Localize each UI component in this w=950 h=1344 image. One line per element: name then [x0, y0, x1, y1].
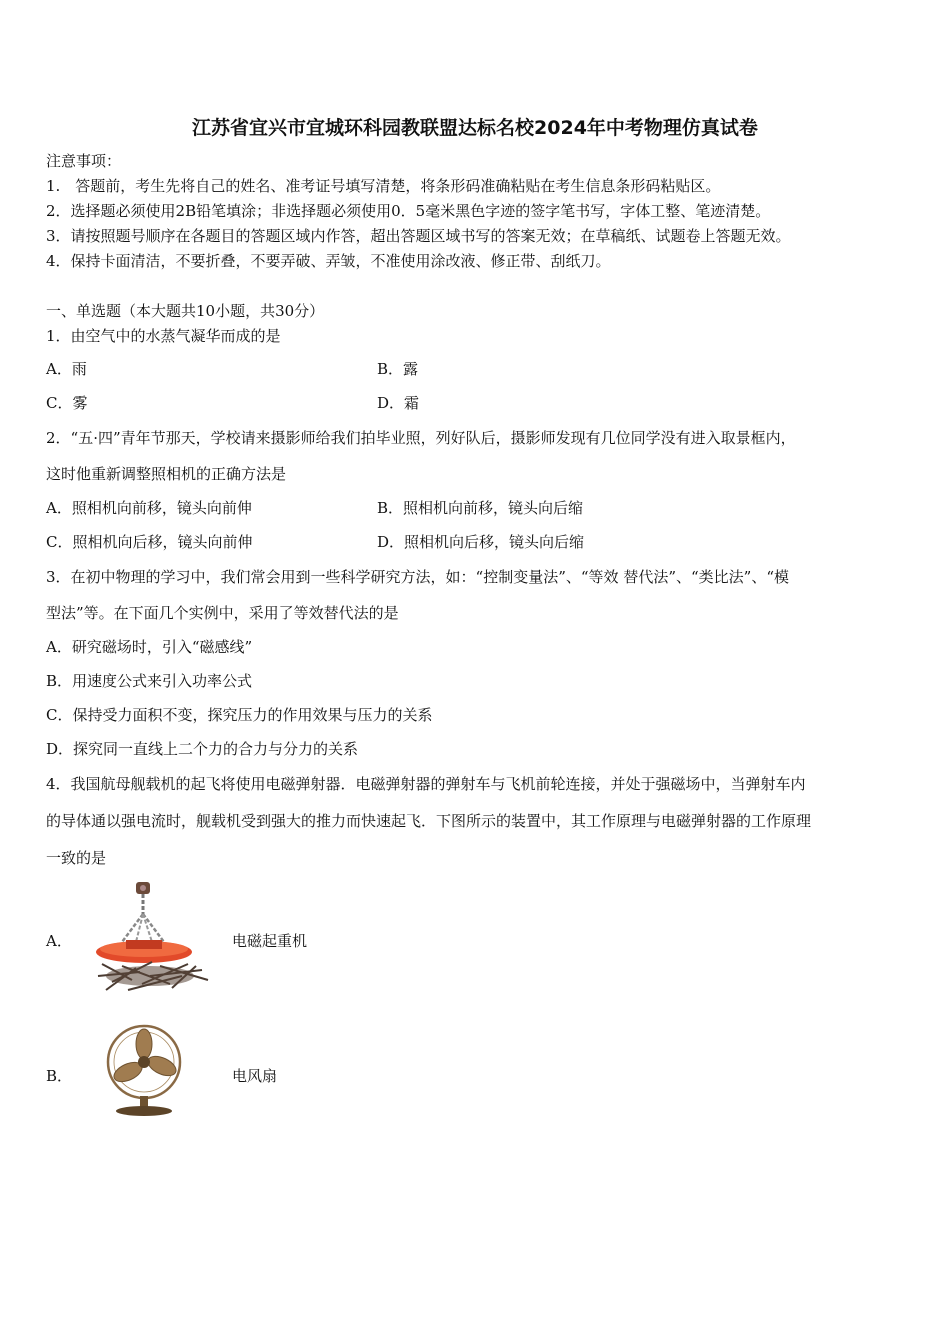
q3-option-b: B．用速度公式来引入功率公式: [46, 672, 253, 690]
q3-option-d: D．探究同一直线上二个力的合力与分力的关系: [46, 740, 359, 758]
question-4-stem-line2: 的导体通以强电流时，舰载机受到强大的推力而快速起飞．下图所示的装置中，其工作原理与电磁弹射器的工作原理: [46, 812, 812, 830]
question-1-stem: 1．由空气中的水蒸气凝华而成的是: [46, 327, 281, 345]
q4-option-b-text: 电风扇: [232, 1067, 278, 1085]
question-3-stem-line1: 3．在初中物理的学习中，我们常会用到一些科学研究方法，如：“控制变量法”、“等效 替代法”、“类比法”、“模: [46, 568, 789, 586]
question-3-stem-line2: 型法”等。在下面几个实例中，采用了等效替代法的是: [46, 604, 399, 622]
electric-fan-image: [98, 1024, 194, 1118]
notice-item-3: 3．请按照题号顺序在各题目的答题区域内作答，超出答题区域书写的答案无效；在草稿纸、试题卷上答题无效。: [46, 227, 791, 245]
question-4-stem-line1: 4．我国航母舰载机的起飞将使用电磁弹射器．电磁弹射器的弹射车与飞机前轮连接，并处于强磁场中，当弹射车内: [46, 775, 806, 793]
page-title: 江苏省宜兴市宜城环科园教联盟达标名校2024年中考物理仿真试卷: [192, 117, 758, 139]
q3-option-c: C．保持受力面积不变，探究压力的作用效果与压力的关系: [46, 706, 433, 724]
question-2-stem-line2: 这时他重新调整照相机的正确方法是: [46, 465, 287, 483]
question-2-stem-line1: 2．“五·四”青年节那天，学校请来摄影师给我们拍毕业照，列好队后，摄影师发现有几位同学没有进入取景框内，: [46, 429, 796, 447]
notice-item-4: 4．保持卡面清洁，不要折叠，不要弄破、弄皱，不准使用涂改液、修正带、刮纸刀。: [46, 252, 611, 270]
section-heading: 一、单选题（本大题共10小题，共30分）: [46, 302, 325, 320]
q4-option-a-label: A．: [46, 932, 72, 950]
q1-option-c: C．雾: [46, 394, 88, 412]
notice-item-1: 1. 答题前，考生先将自己的姓名、准考证号填写清楚，将条形码准确粘贴在考生信息条形码粘贴区。: [46, 177, 721, 195]
q2-option-d: D．照相机向后移，镜头向后缩: [377, 533, 585, 551]
q4-option-a-text: 电磁起重机: [232, 932, 308, 950]
q2-option-c: C．照相机向后移，镜头向前伸: [46, 533, 253, 551]
q1-option-b: B．露: [377, 360, 419, 378]
notice-item-2: 2．选择题必须使用2B铅笔填涂；非选择题必须使用0．5毫米黑色字迹的签字笔书写，字体工整、笔迹清楚。: [46, 202, 771, 220]
electromagnetic-crane-image: [92, 880, 216, 996]
notice-heading: 注意事项：: [46, 152, 122, 170]
q3-option-a: A．研究磁场时，引入“磁感线”: [46, 638, 253, 656]
q1-option-a: A．雨: [46, 360, 87, 378]
q4-option-b-label: B．: [46, 1067, 73, 1085]
q2-option-a: A．照相机向前移，镜头向前伸: [46, 499, 252, 517]
question-4-stem-line3: 一致的是: [46, 849, 107, 867]
q1-option-d: D．霜: [377, 394, 420, 412]
q2-option-b: B．照相机向前移，镜头向后缩: [377, 499, 584, 517]
